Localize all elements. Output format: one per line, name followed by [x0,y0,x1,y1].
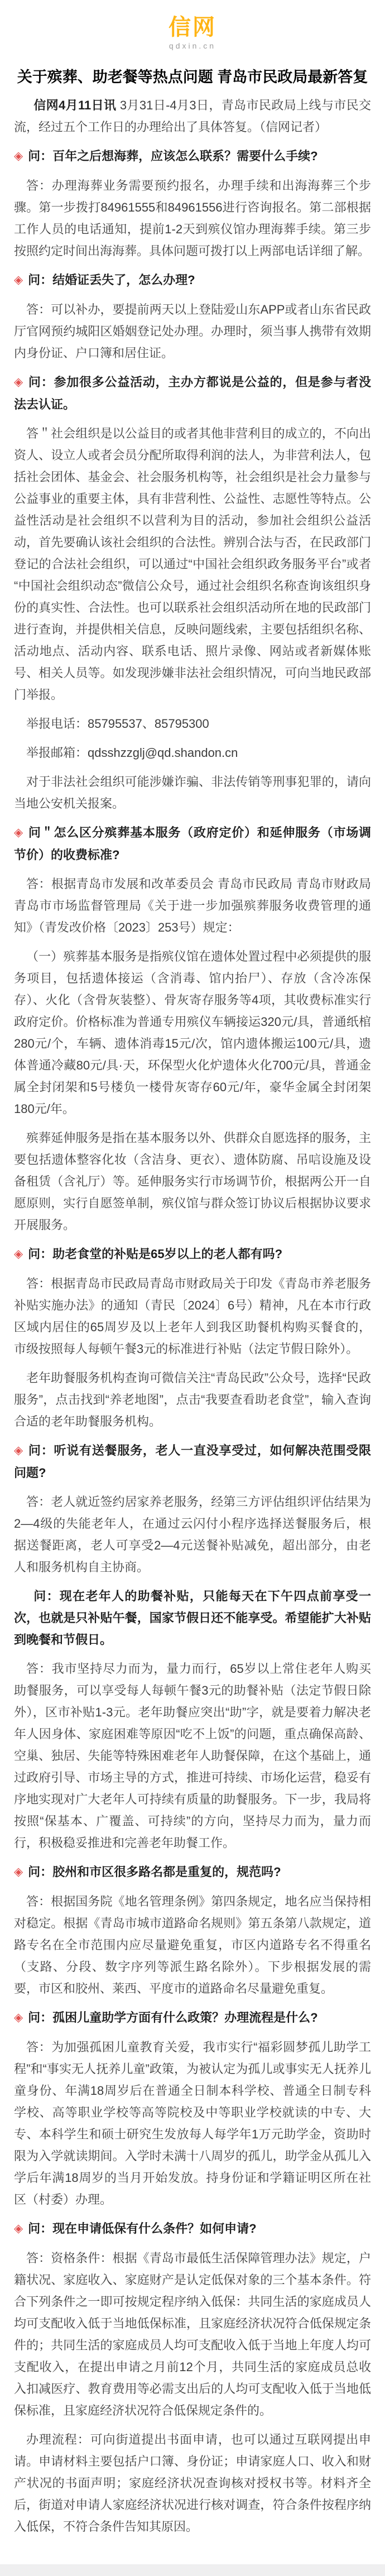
qa-paragraph [14,1127,371,1236]
question-text: 问：听说有送餐服务，老人一直没享受过，如何解决范围受限问题? [14,1443,371,1480]
question-diamond-icon: ◈ [14,2222,23,2236]
qa-paragraph [14,1273,371,1360]
answer-text: 答：根据青岛市民政局青岛市财政局关于印发《青岛市养老服务补贴实施办法》的通知（青民〔2024〕6号）精神，凡在本市行政区域内居住的65周岁及以上老年人到我区助餐机构购买餐食的，市级按照每人每顿午餐3元的标准进行补贴（法定节假日除外）。 [14,1277,371,1356]
article-title: 关于殡葬、助老餐等热点问题 青岛市民政局最新答复 [17,69,368,85]
qa-paragraph [14,2247,371,2421]
qa-paragraph [14,371,371,415]
qa-paragraph [14,299,371,364]
question-text: 问：助老食堂的补贴是65岁以上的老人都有吗? [28,1247,283,1261]
qa-paragraph [14,145,371,167]
footer-bar [0,2564,385,2576]
question-diamond-icon: ◈ [14,1443,23,1457]
answer-text: 答：老人就近签约居家养老服务，经第三方评估组织评估结果为2—4级的失能老年人，在通过云闪付小程序选择送餐服务后，根据送餐距离，老人可享受2—4元送餐补贴减免，超出部分，由老人和服务机构自主协商。 [14,1495,371,1575]
qa-paragraph [14,175,371,262]
answer-text: 答：根据国务院《地名管理条例》第四条规定，地名应当保持相对稳定。根据《青岛市城市道路命名规则》第五条第八款规定，道路专名在全市范围内应尽量避免重复，市区内道路专名不得重名（支路、分段、数字序列等派生路名除外）。下步根据发展的需要，市区和胶州、莱西、平度市的道路命名尽量避免重复。 [14,1894,371,1996]
question-diamond-icon: ◈ [14,2011,23,2025]
intro-dateline: 信网4月11日讯 [33,98,117,113]
answer-text: 殡葬延伸服务是指在基本服务以外、供群众自愿选择的服务，主要包括遗体整容化妆（含洁身、更衣）、遗体防腐、吊唁设施及设备租赁（含礼厅）等。延伸服务实行市场调节价，根据两公开一自愿原则，实行自愿签单制，殡仪馆与群众签订协议后根据协议要求开展服务。 [14,1131,371,1232]
question-text: 问：孤困儿童助学方面有什么政策？办理流程是什么? [28,2011,318,2025]
qa-paragraph [14,1585,371,1651]
qa-paragraph [14,1243,371,1265]
qa-paragraph [14,2218,371,2240]
qa-paragraph [14,742,371,764]
question-text: 问：现在申请低保有什么条件？如何申请? [28,2222,257,2236]
qa-paragraph [14,1491,371,1578]
intro-text: 3月31日-4月3日，青岛市民政局上线与市民交流，经过五个工作日的办理给出了具体答复。（信网记者） [14,98,371,135]
qa-paragraph [14,2007,371,2029]
article-intro [14,94,371,138]
answer-text: 答：资格条件：根据《青岛市最低生活保障管理办法》规定，户籍状况、家庭收入、家庭财产是认定低保对象的三个基本条件。符合下列条件之一即可按规定程序纳入低保：共同生活的家庭成员人均可支配收入低于当地低保标准，且家庭经济状况符合低保规定条件的；共同生活的家庭成员人均可支配收入低于当地上年度人均可支配收入，在提出申请之月前12个月，共同生活的家庭成员总收入扣减医疗、教育费用等必需支出后的人均可支配收入低于当地低保标准，且家庭经济状况符合低保规定条件的。 [14,2251,371,2418]
logo-domain-text: qdxin.cn [169,41,216,50]
question-diamond-icon: ◈ [14,1865,23,1879]
question-text: 问：现在老年人的助餐补贴，只能每天在下午四点前享受一次，也就是只补贴午餐，国家节假日还不能享受。希望能扩大补贴到晚餐和节假日。 [14,1589,371,1647]
question-diamond-icon: ◈ [14,273,23,287]
question-diamond-icon: ◈ [14,1247,23,1261]
qa-paragraph [14,423,371,706]
qa-paragraph [14,822,371,866]
answer-text: 答：可以补办，要提前两天以上登陆爱山东APP或者山东省民政厅官网预约城阳区婚姻登记处办理。办理时，须当事人携带有效期内身份证、户口簿和居住证。 [14,303,371,361]
qa-paragraph [14,873,371,938]
qa-paragraph [14,1440,371,1484]
answer-text: 举报邮箱：qdsshzzglj@qd.shandon.cn [26,746,238,760]
qa-list [14,145,371,2537]
qa-paragraph [14,771,371,814]
site-header [14,0,371,50]
site-logo[interactable] [14,15,371,50]
question-text: 问：百年之后想海葬，应该怎么联系？需要什么手续? [28,149,318,164]
qa-paragraph [14,269,371,291]
logo-wordmark: 信网 [169,15,216,40]
answer-text: 对于非法社会组织可能涉嫌诈骗、非法传销等刑事犯罪的，请向当地公安机关报案。 [14,775,371,811]
answer-text: 答＂社会组织是以公益目的或者其他非营利目的成立的，不向出资人、设立人或者会员分配所取得利润的法人，为非营利法人，包括社会团体、基金会、社会服务机构等，社会组织是社会力量参与公益事业的重要主体，具有非营利性、公益性、志愿性等特点。公益性活动是社会组织不以营利为目的活动，参加社会组织公益活动，首先要确认该社会组织的合法性。辨别合法与否，在民政部门登记的合法社会组织，可以通过“中国社会组织政务服务平台”或者“中国社会组织动态”微信公众号，通过社会组织名称查询该组织身份的真实性、合法性。也可以联系社会组织活动所在地的民政部门进行查询，并提供相关信息，反映问题线索，主要包括组织名称、活动地点、活动内容、联系电话、照片录像、网站或者新媒体账号、相关人员等。如发现涉嫌非法社会组织情况，可向当地民政部门举报。 [14,426,371,702]
answer-text: 答：我市坚持尽力而为，量力而行，65岁以上常住老年人购买助餐服务，可以享受每人每顿午餐3元的助餐补贴（法定节假日除外），区市补贴1-3元。老年助餐应突出“助”字，就是要着力解决老年人因身体、家庭困难等原因“吃不上饭”的问题，重点确保高龄、空巢、独居、失能等特殊困难老年人助餐保障，在这个基础上，通过政府引导、市场主导的方式，推进可持续、市场化运营，稳妥有序地实现对广大老年人可持续有质量的助餐服务。下一步，我局将按照“保基本、广覆盖、可持续”的方向，坚持尽力而为，量力而行，积极稳妥推进和完善老年助餐工作。 [14,1662,371,1850]
qa-paragraph [14,713,371,735]
answer-text: 答：为加强孤困儿童教育关爱，我市实行“福彩圆梦孤儿助学工程”和“事实无人抚养儿童”政策，为被认定为孤儿或事实无人抚养儿童身份、年满18周岁后在普通全日制本科学校、普通全日制专科学校、高等职业学校等高等院校及中等职业学校就读的中专、大专、本科学生和硕士研究生发放每人每学年1万元助学金，资助时限为入学就读期间。入学时未满十八周岁的孤儿，助学金从孤儿入学后年满18周岁的当月开始发放。持身份证和学籍证明区所在社区（村委）办理。 [14,2040,371,2207]
qa-paragraph [14,1367,371,1432]
qa-paragraph [14,1861,371,1883]
question-text: 问：胶州和市区很多路名都是重复的，规范吗? [28,1865,281,1879]
answer-text: 办理流程：可向街道提出书面申请，也可以通过互联网提出申请。申请材料主要包括户口簿、身份证；申请家庭人口、收入和财产状况的书面声明；家庭经济状况查询核对授权书等。材料齐全后，街道对申请人家庭经济状况进行核对调查，符合条件按程序纳入低保，不符合条件告知其原因。 [14,2433,371,2534]
answer-text: 答：办理海葬业务需要预约报名，办理手续和出海海葬三个步骤。第一步拨打84961555和84961556进行咨询报名。第二部根据工作人员的电话通知，提前1-2天到殡仪馆办理海葬手续。第三步按照约定时间出海海葬。具体问题可拨打以上两部电话详细了解。 [14,179,371,258]
question-text: 问：参加很多公益活动，主办方都说是公益的，但是参与者没法去认证。 [14,375,371,412]
question-diamond-icon: ◈ [14,826,23,840]
question-text: 问＂怎么区分殡葬基本服务（政府定价）和延伸服务（市场调节价）的收费标准? [14,826,371,862]
answer-text: 举报电话：85795537、85795300 [26,717,209,731]
question-diamond-icon: ◈ [14,149,23,163]
answer-text: （一）殡葬基本服务是指殡仪馆在遗体处置过程中必须提供的服务项目，包括遗体接运（含消毒、馆内抬尸）、存放（含冷冻保存）、火化（含骨灰装整）、骨灰寄存服务等4项，其收费标准实行政府定价。价格标准为普通专用殡仪车辆接运320元/具，普通纸棺280元/个，车辆、遗体消毒15元/次，馆内遗体搬运100元/具，遗体普通冷藏80元/具·天，环保型火化炉遗体火化700元/具，普通金属全封闭架和5号楼负一楼骨灰寄存60元/年，豪华金属全封闭架180元/年。 [14,949,371,1116]
qa-paragraph [14,1891,371,1999]
qa-paragraph [14,946,371,1120]
qa-paragraph [14,1658,371,1854]
answer-text: 答：根据青岛市发展和改革委员会 青岛市民政局 青岛市财政局 青岛市市场监督管理局《关于进一步加强殡葬服务收费管理的通知》（青发改价格〔2023〕253号）规定： [14,877,371,935]
question-text: 问：结婚证丢失了，怎么办理? [28,273,195,287]
qa-paragraph [14,2429,371,2537]
answer-text: 老年助餐服务机构查询可微信关注“青岛民政”公众号，选择“民政服务”，点击找到“养老地图”，点击“我要查看助老食堂”，输入查询合适的老年助餐服务机构。 [14,1371,371,1429]
question-diamond-icon: ◈ [14,375,23,389]
qa-paragraph [14,2036,371,2210]
